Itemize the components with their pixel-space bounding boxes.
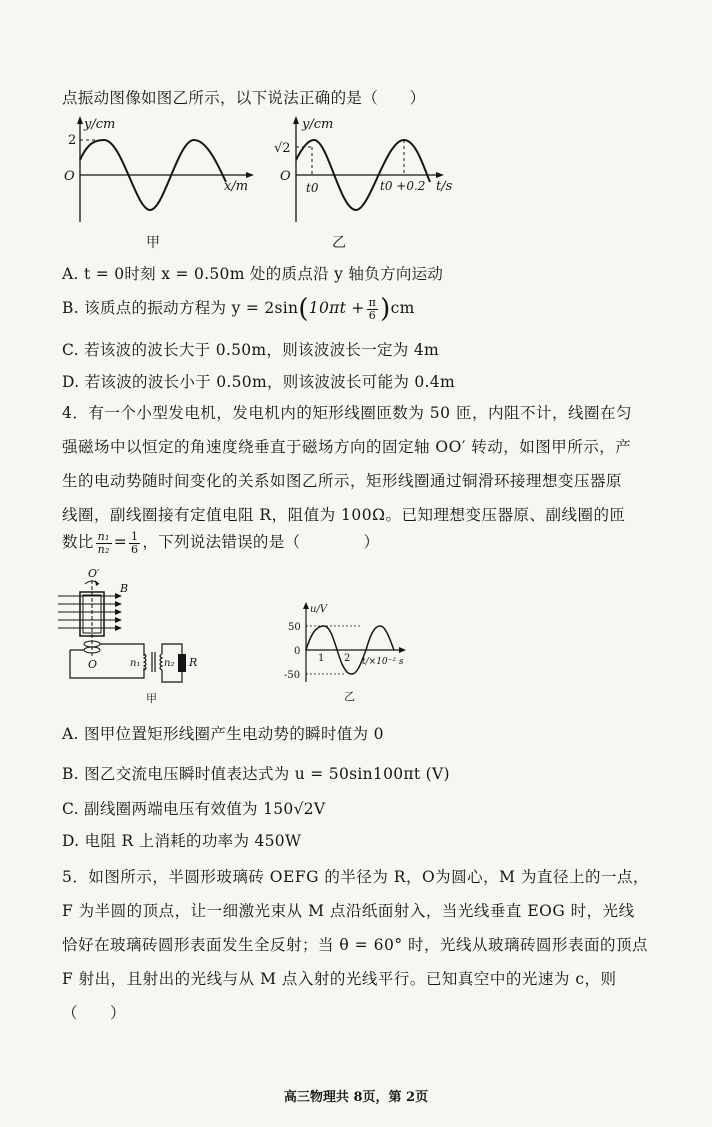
axis-label-bottom: O: [88, 658, 98, 671]
q3-option-b: B. 该质点的振动方程为 y = 2sin(10πt + $\frac{\pi}{6}$ )cm: [62, 294, 415, 324]
t-tick-1: 1: [318, 653, 325, 664]
jia-origin: O: [64, 169, 75, 184]
q4-option-b: B. 图乙交流电压瞬时值表达式为 u = 50sin100πt (V): [62, 765, 450, 783]
primary-label: n₁: [130, 658, 141, 669]
jia-amp: 2: [68, 133, 77, 148]
jia-xlabel: x/m: [224, 179, 249, 194]
yi-t0plus: t0 +0.2: [380, 179, 426, 193]
q3-option-a: A. t = 0时刻 x = 0.50m 处的质点沿 y 轴负方向运动: [62, 265, 444, 283]
q4-option-d: D. 电阻 R 上消耗的功率为 450W: [62, 832, 302, 850]
q3-option-b-pre: B. 该质点的振动方程为 y = 2sin: [62, 299, 299, 317]
voltage-time-graph: [278, 600, 428, 708]
fig-yi-label: 乙: [332, 235, 347, 251]
yi-xlabel: t/s: [436, 179, 453, 194]
t-axis-label: t/×10⁻² s: [362, 657, 404, 667]
yi-origin: O: [280, 169, 291, 184]
u-axis-label: u/V: [310, 604, 328, 615]
q3-option-d: D. 若该波的波长小于 0.50m，则该波波长可能为 0.4m: [62, 373, 455, 391]
q4-option-a: A. 图甲位置矩形线圈产生电动势的瞬时值为 0: [62, 725, 384, 743]
u-tick-50: 50: [288, 622, 301, 633]
generator-circuit-diagram: [52, 568, 202, 708]
yi-amp: √2: [274, 141, 291, 156]
q4-option-c: C. 副线圈两端电压有效值为 150√2V: [62, 800, 326, 818]
q3-option-b-inner: 10πt +: [308, 299, 365, 317]
turns-ratio-frac: $\frac{\text{n₁}}{\text{n₂}}$: [97, 529, 110, 556]
q5-stem: 5．如图所示，半圆形玻璃砖 OEFG 的半径为 R，O为圆心，M 为直径上的一点， F 为半圆的顶点，让一细激光束从 M 点沿纸面射入，当光线垂直 EOG 时，光线 恰好在玻璃砖圆形表面发生全反射；当 θ = 60° 时，光线从玻璃砖圆形表面的顶点 F 射出，且射出的光线与从 M 点入射的光线平行。已知真空中的光速为 c，则 （ ）: [62, 868, 649, 1022]
field-label: B: [120, 582, 129, 595]
fig4-yi-label: 乙: [344, 690, 355, 703]
q4-stem-last: 数比 $\frac{\text{n₁}}{\text{n₂}}$ = $\frac{1}{6}$ ，下列说法错误的是（ ）: [62, 529, 380, 556]
q4-stem: 4．有一个小型发电机，发电机内的矩形线圈匝数为 50 匝，内阻不计，线圈在匀 强磁场中以恒定的角速度绕垂直于磁场方向的固定轴 OO′ 转动，如图甲所示，产 生的电动势随时间变化的关系如图乙所示，矩形线圈通过铜滑环接理想变压器原 线圈，副线圈接有定值电阻 R，阻值为 100Ω。已知理想变压器原、副线圈的匝: [62, 404, 632, 524]
q3-option-b-frac: $\frac{\pi}{6}$: [368, 295, 377, 322]
resistor-label: R: [189, 656, 198, 669]
u-tick-0: 0: [294, 646, 301, 657]
wave-graph-jia: [60, 112, 260, 232]
q3-option-c: C. 若该波的波长大于 0.50m，则该波波长一定为 4m: [62, 341, 439, 359]
secondary-label: n₂: [164, 658, 175, 669]
vibration-graph-yi: [270, 112, 470, 232]
t-tick-2: 2: [344, 653, 351, 664]
fig-jia-label: 甲: [146, 235, 161, 251]
fig4-jia-label: 甲: [146, 692, 157, 705]
q3-stem-tail: 点振动图像如图乙所示，以下说法正确的是（ ）: [62, 89, 426, 107]
u-tick-minus50: -50: [284, 670, 301, 681]
yi-t0: t0: [306, 181, 319, 195]
axis-label-top: O′: [88, 568, 100, 580]
turns-ratio-value: $\frac{1}{6}$: [131, 529, 139, 556]
jia-ylabel: y/cm: [84, 117, 116, 132]
yi-ylabel: y/cm: [302, 117, 334, 132]
page-footer: 高三物理共 8页，第 2页: [283, 1090, 429, 1105]
